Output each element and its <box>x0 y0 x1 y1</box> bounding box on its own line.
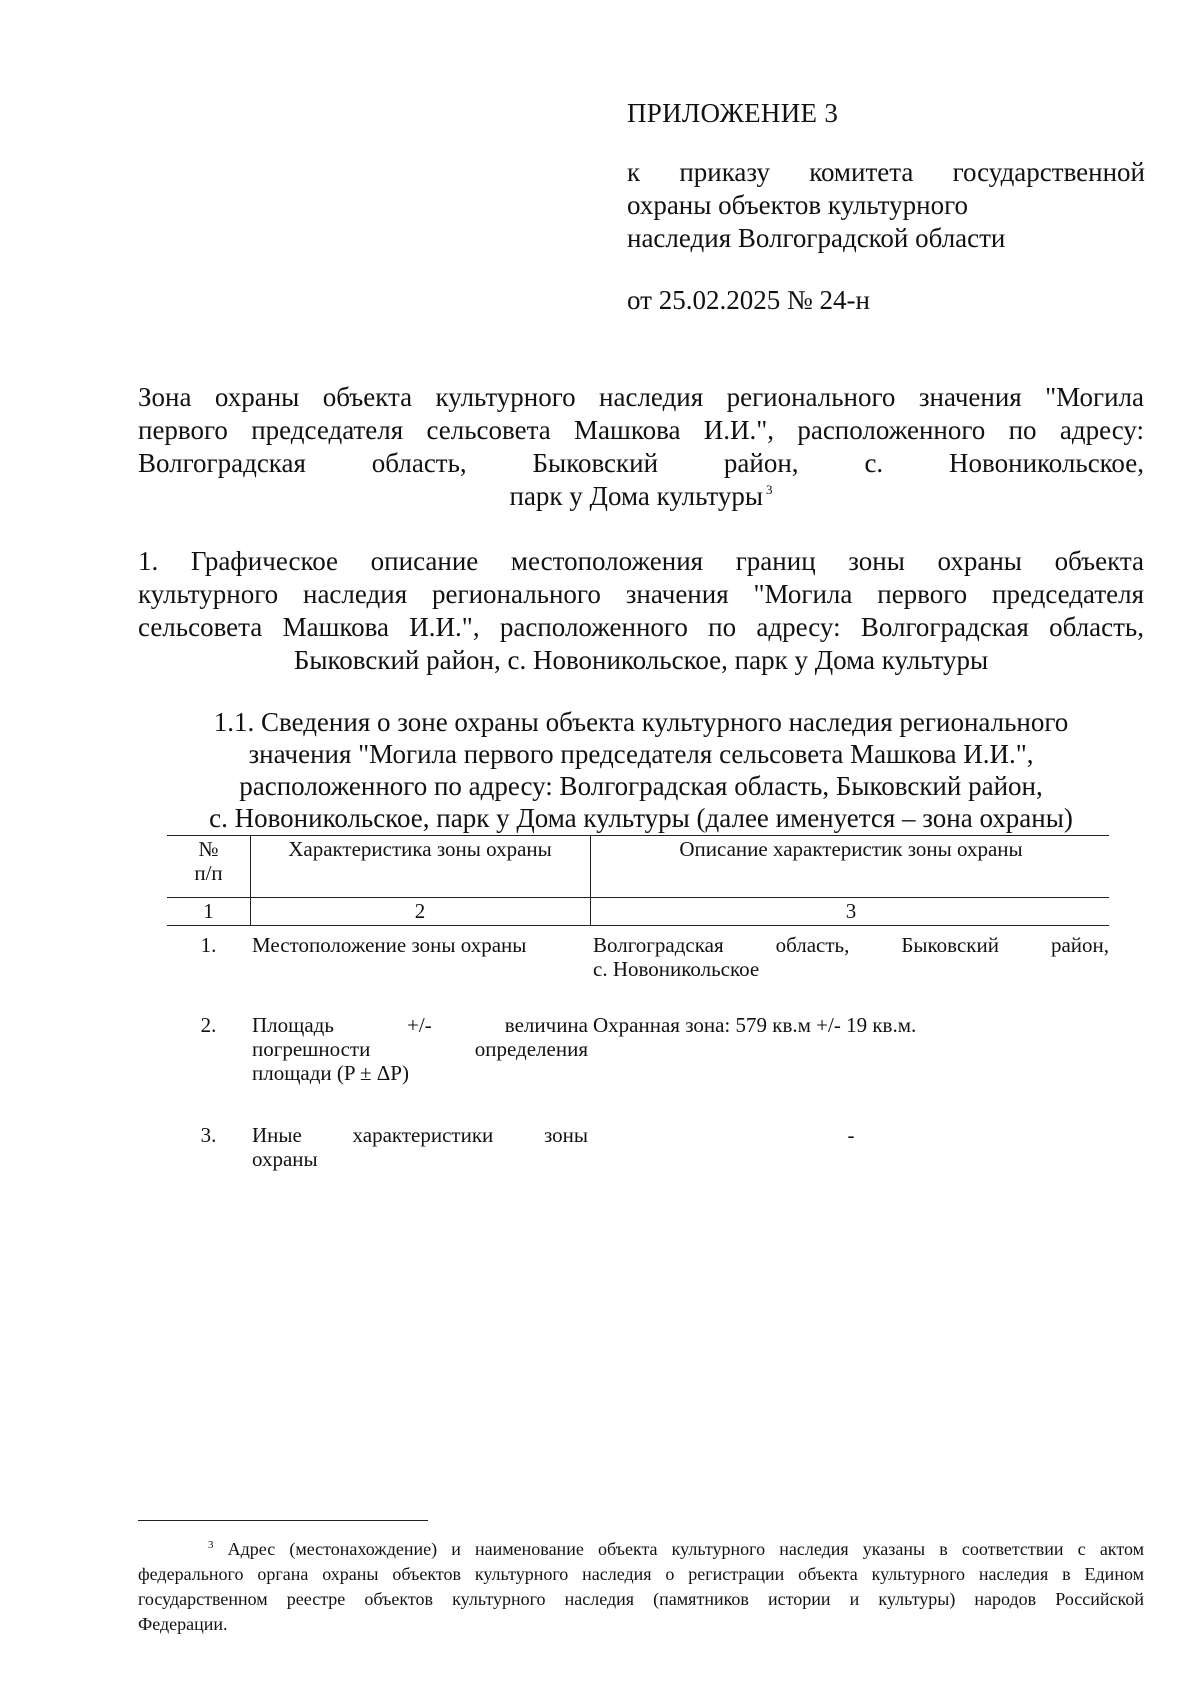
section-1-1-line: значения "Могила первого председателя сельсовета Машкова И.И.", <box>248 739 1034 769</box>
footnote-line: Федерации. <box>138 1614 228 1634</box>
section-1-line: 1. Графическое описание местоположения границ зоны охраны объекта <box>138 546 1144 576</box>
cell-text: погрешности определения <box>252 1037 588 1061</box>
footnote-line: государственном реестре объектов культурного наследия (памятников истории и культуры) народов Российской <box>138 1589 1144 1609</box>
table-header-description: Описание характеристик зоны охраны <box>679 837 1023 861</box>
section-1-1-line: 1.1. Сведения о зоне охраны объекта культурного наследия регионального <box>213 707 1069 737</box>
footnote-line <box>138 1537 1144 1562</box>
table-row-characteristic <box>252 933 588 957</box>
footnote-reference: 3 <box>765 482 773 497</box>
table-row-characteristic <box>252 1013 588 1085</box>
section-1-line: сельсовета Машкова И.И.", расположенного по адресу: Волгоградская область, <box>138 612 1144 642</box>
footnote-separator <box>138 1520 428 1521</box>
table-col-number: 3 <box>845 899 857 923</box>
cell-text: Охранная зона: 579 кв.м +/- 19 кв.м. <box>593 1013 917 1037</box>
section-1-1-line: с. Новоникольское, парк у Дома культуры (далее именуется – зона охраны) <box>209 803 1073 833</box>
appendix-date: от 25.02.2025 № 24-н <box>627 285 870 315</box>
table-row-number: 1. <box>200 933 217 957</box>
table-col-number: 1 <box>203 899 214 923</box>
table-row-number: 2. <box>200 1013 217 1037</box>
footnote-mark: 3 <box>208 1539 214 1551</box>
footnote-line: федерального органа охраны объектов культурного наследия о регистрации объекта культурного наследия в Едином <box>138 1564 1144 1584</box>
section-1-1-line: расположенного по адресу: Волгоградская область, Быковский район, <box>239 771 1043 801</box>
zone-title-line: Зона охраны объекта культурного наследия регионального значения "Могила <box>138 382 1144 412</box>
table-header-number <box>167 837 250 885</box>
section-1-line: культурного наследия регионального значения "Могила первого председателя <box>138 579 1144 609</box>
footnote-text: Адрес (местонахождение) и наименование объекта культурного наследия указаны в соответствии с актом <box>227 1539 1144 1559</box>
zone-title-line: первого председателя сельсовета Машкова И.И.", расположенного по адресу: <box>138 415 1144 445</box>
table-row-description <box>593 933 1109 981</box>
section-1-heading <box>138 545 1144 677</box>
zone-title-line-last <box>138 480 1144 513</box>
table-col-divider <box>250 835 251 925</box>
cell-text: Волгоградская область, Быковский район, <box>593 933 1109 957</box>
cell-text: охраны <box>252 1147 318 1171</box>
table-rule-col-numbers <box>167 925 1109 926</box>
table-header-characteristic: Характеристика зоны охраны <box>288 837 552 861</box>
table-col-divider <box>590 835 591 925</box>
table-row-characteristic <box>252 1123 588 1171</box>
zone-title-line-text: парк у Дома культуры <box>509 481 763 511</box>
footnote <box>138 1537 1144 1637</box>
appendix-to-line: к приказу комитета государственной <box>627 157 1145 187</box>
cell-text: Местоположение зоны охраны <box>252 933 527 957</box>
table-row-description <box>593 1013 1109 1037</box>
appendix-title: ПРИЛОЖЕНИЕ 3 <box>627 98 839 128</box>
table-row-number: 3. <box>200 1123 217 1147</box>
table-rule-header <box>167 897 1109 898</box>
cell-text: - <box>847 1123 855 1147</box>
cell-text: Иные характеристики зоны <box>252 1123 588 1147</box>
cell-text: с. Новоникольское <box>593 957 760 981</box>
cell-text: Площадь +/- величина <box>252 1013 588 1037</box>
table-col-number: 2 <box>414 899 426 923</box>
header-text: № <box>198 837 219 861</box>
zone-title-line: Волгоградская область, Быковский район, с. Новоникольское, <box>138 448 1144 478</box>
section-1-1-heading <box>168 706 1114 834</box>
cell-text: площади (P ± ΔP) <box>252 1061 409 1085</box>
table-row-description <box>593 1123 1109 1147</box>
appendix-to-line: наследия Волгоградской области <box>627 223 1006 253</box>
table-rule-top <box>167 835 1109 836</box>
appendix-to-line: охраны объектов культурного <box>627 190 968 220</box>
zone-title <box>138 381 1144 513</box>
section-1-line: Быковский район, с. Новоникольское, парк у Дома культуры <box>293 645 989 675</box>
header-text: п/п <box>194 861 223 885</box>
appendix-order-reference <box>627 156 1145 255</box>
